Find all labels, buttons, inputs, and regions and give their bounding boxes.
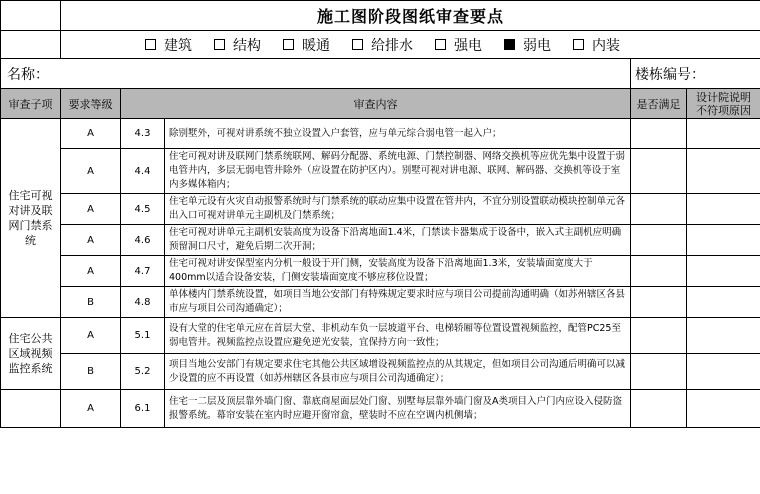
level-cell: A <box>61 225 121 256</box>
table-row <box>1 225 760 256</box>
discipline-label: 结构 <box>233 37 261 54</box>
satisfied-cell[interactable] <box>631 119 687 149</box>
content-cell: 设有大堂的住宅单元应在首层大堂、非机动车负一层坡道平台、电梯轿厢等位置设置视频监控，配管PC25至弱电管井。视频监控点设置应避免逆光安装，宜保持方向一致性； <box>165 318 631 354</box>
table-row <box>1 256 760 287</box>
discipline-checkbox[interactable] <box>283 35 330 55</box>
discipline-checkboxes <box>61 31 760 59</box>
category-cell: 住宅可视对讲及联网门禁系统 <box>1 119 61 318</box>
table-row <box>1 194 760 225</box>
discipline-label: 暖通 <box>302 37 330 54</box>
level-cell: A <box>61 149 121 194</box>
level-cell: B <box>61 354 121 390</box>
discipline-checkbox[interactable] <box>145 35 192 55</box>
satisfied-cell[interactable] <box>631 287 687 318</box>
discipline-checkbox[interactable] <box>352 35 413 55</box>
satisfied-cell[interactable] <box>631 225 687 256</box>
content-cell: 项目当地公安部门有规定要求住宅其他公共区域增设视频监控点的从其规定，但如项目公司沟通后明确可以减少设置的应不再设置（如苏州辖区各县市应与项目公司沟通确定）； <box>165 354 631 390</box>
checked-box-icon[interactable] <box>504 39 515 50</box>
content-cell: 住宅一二层及顶层靠外墙门窗、靠底商屋面层处门窗、别墅每层靠外墙门窗及A类项目入户门内应设入侵防盗报警系统。幕帘安装在室内时应避开窗帘盒，壁装时不应在空调内机侧墙； <box>165 390 631 428</box>
header-satisfied: 是否满足 <box>631 89 687 119</box>
note-cell[interactable] <box>687 318 760 354</box>
item-number-cell: 4.7 <box>121 256 165 287</box>
discipline-label: 弱电 <box>523 37 551 54</box>
note-cell[interactable] <box>687 256 760 287</box>
level-cell: A <box>61 119 121 149</box>
corner-cell <box>1 1 61 31</box>
satisfied-cell[interactable] <box>631 390 687 428</box>
table-row <box>1 390 760 428</box>
satisfied-cell[interactable] <box>631 256 687 287</box>
satisfied-cell[interactable] <box>631 354 687 390</box>
header-level: 要求等级 <box>61 89 121 119</box>
level-cell: B <box>61 287 121 318</box>
item-number-cell: 4.3 <box>121 119 165 149</box>
unchecked-box-icon[interactable] <box>573 39 584 50</box>
unchecked-box-icon[interactable] <box>352 39 363 50</box>
discipline-label: 给排水 <box>371 37 413 54</box>
unchecked-box-icon[interactable] <box>283 39 294 50</box>
note-cell[interactable] <box>687 194 760 225</box>
header-content: 审查内容 <box>121 89 631 119</box>
table-header <box>1 89 760 119</box>
level-cell: A <box>61 194 121 225</box>
building-number-field[interactable] <box>631 59 760 89</box>
table-row <box>1 287 760 318</box>
discipline-checkbox[interactable] <box>214 35 261 55</box>
unchecked-box-icon[interactable] <box>145 39 156 50</box>
category-cell: 住宅公共区域视频监控系统 <box>1 318 61 390</box>
discipline-label: 内装 <box>592 37 620 54</box>
discipline-checkbox[interactable] <box>504 35 551 55</box>
corner-cell-2 <box>1 31 61 59</box>
note-cell[interactable] <box>687 119 760 149</box>
note-cell[interactable] <box>687 287 760 318</box>
table-row <box>1 149 760 194</box>
unchecked-box-icon[interactable] <box>214 39 225 50</box>
item-number-cell: 5.2 <box>121 354 165 390</box>
level-cell: A <box>61 256 121 287</box>
note-cell[interactable] <box>687 225 760 256</box>
project-name-field[interactable] <box>1 59 631 89</box>
discipline-label: 建筑 <box>164 37 192 54</box>
header-note-line2: 不符项原因 <box>696 103 752 117</box>
header-category: 审查子项 <box>1 89 61 119</box>
item-number-cell: 4.5 <box>121 194 165 225</box>
discipline-checkbox[interactable] <box>573 35 620 55</box>
discipline-label: 强电 <box>454 37 482 54</box>
content-cell: 住宅可视对讲单元主副机安装高度为设备下沿离地面1.4米，门禁读卡器集成于设备中，嵌入式主副机应明确预留洞口尺寸，避免后期二次开洞； <box>165 225 631 256</box>
table-row <box>1 354 760 390</box>
project-name-label: 名称： <box>7 66 49 83</box>
table-row <box>1 318 760 354</box>
satisfied-cell[interactable] <box>631 318 687 354</box>
building-number-label: 楼栋编号： <box>635 66 705 83</box>
item-number-cell: 6.1 <box>121 390 165 428</box>
content-cell: 除别墅外，可视对讲系统不独立设置入户套管，应与单元综合弱电管一起入户； <box>165 119 631 149</box>
note-cell[interactable] <box>687 390 760 428</box>
item-number-cell: 4.4 <box>121 149 165 194</box>
note-cell[interactable] <box>687 354 760 390</box>
category-cell <box>1 390 61 428</box>
content-cell: 住宅可视对讲安保型室内分机一般设于开门侧，安装高度为设备下沿离地面1.3米，安装墙面宽度大于400mm以适合设备安装，门侧安装墙面宽度不够应移位设置； <box>165 256 631 287</box>
item-number-cell: 4.8 <box>121 287 165 318</box>
satisfied-cell[interactable] <box>631 149 687 194</box>
page-title: 施工图阶段图纸审查要点 <box>61 1 760 31</box>
level-cell: A <box>61 318 121 354</box>
header-note-line1: 设计院说明 <box>696 90 752 104</box>
discipline-checkbox[interactable] <box>435 35 482 55</box>
note-cell[interactable] <box>687 149 760 194</box>
satisfied-cell[interactable] <box>631 194 687 225</box>
unchecked-box-icon[interactable] <box>435 39 446 50</box>
table-row <box>1 119 760 149</box>
content-cell: 住宅可视对讲及联网门禁系统联网、解码分配器、系统电源、门禁控制器、网络交换机等应优先集中设置于弱电管井内，多层无弱电管井除外（应设置在防护区内）。别墅可视对讲电源、联网、解码器、交换机等设于室内多媒体箱内； <box>165 149 631 194</box>
item-number-cell: 4.6 <box>121 225 165 256</box>
item-number-cell: 5.1 <box>121 318 165 354</box>
header-note <box>687 89 760 119</box>
content-cell: 单体楼内门禁系统设置，如项目当地公安部门有特殊规定要求时应与项目公司提前沟通明确（如苏州辖区各县市应与项目公司沟通确定）； <box>165 287 631 318</box>
level-cell: A <box>61 390 121 428</box>
content-cell: 住宅单元设有火灾自动报警系统时与门禁系统的联动应集中设置在管井内，不宜分别设置联动模块控制单元各出入口可视对讲单元主副机及门禁系统； <box>165 194 631 225</box>
